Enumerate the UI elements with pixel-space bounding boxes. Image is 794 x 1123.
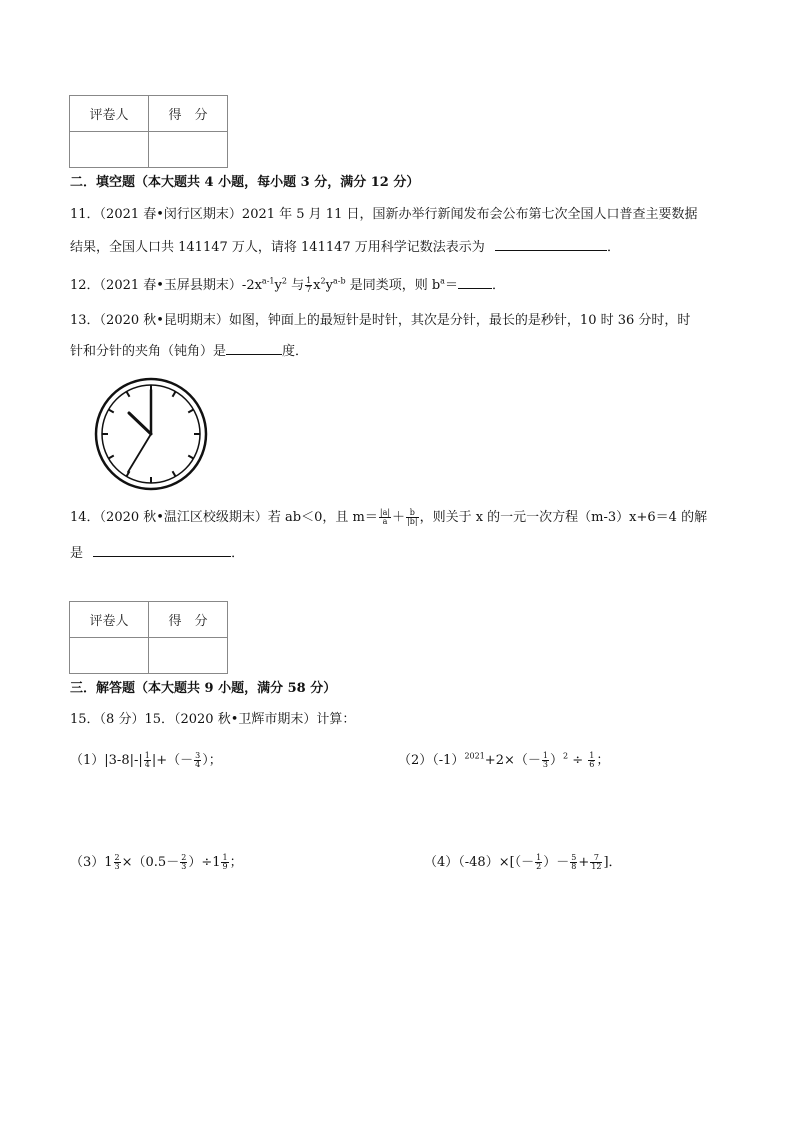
q15p4-b: ）－ bbox=[543, 855, 570, 870]
q15p3-f3-den: 9 bbox=[222, 862, 228, 871]
q15p2-f2-num: 1 bbox=[589, 751, 595, 760]
q15p4-f1-num: 1 bbox=[536, 853, 542, 862]
q11-end: ． bbox=[606, 240, 620, 255]
q15p1-f1-num: 1 bbox=[144, 751, 150, 760]
q12-exp2: 2 bbox=[281, 276, 287, 286]
q15-part-2 bbox=[398, 752, 609, 770]
q14-prefix: 14．（2020 秋•温江区校级期末）若 ab＜0，且 m＝ bbox=[70, 510, 378, 525]
q14-plus: ＋ bbox=[392, 510, 406, 525]
q15p1-frac-2 bbox=[194, 752, 201, 769]
q15p4-f2-num: 5 bbox=[571, 853, 577, 862]
q12-frac-den: 7 bbox=[306, 285, 312, 294]
q15p1-b: |+（－ bbox=[151, 753, 194, 768]
q15p1-f1-den: 4 bbox=[144, 760, 150, 769]
q15p2-c: ） bbox=[549, 753, 563, 768]
q13-end: 度． bbox=[282, 344, 309, 359]
score-blank-cell[interactable] bbox=[149, 638, 228, 674]
q15p2-frac-2 bbox=[588, 752, 595, 769]
q15-title: 15．（8 分）15．（2020 秋•卫辉市期末）计算： bbox=[70, 712, 356, 727]
q14-f2-den: |b| bbox=[407, 517, 418, 526]
section-3-title: 三．解答题（本大题共 9 小题，满分 58 分） bbox=[70, 681, 337, 696]
q15p4-f2-den: 8 bbox=[571, 862, 577, 871]
q13-line2 bbox=[70, 342, 308, 361]
reviewer-cell: 评卷人 bbox=[70, 96, 149, 132]
clock-tick bbox=[127, 392, 130, 397]
q15p4-frac-2 bbox=[570, 854, 577, 871]
q15p3-f2-den: 3 bbox=[181, 862, 187, 871]
q15p3-frac-2 bbox=[180, 854, 187, 871]
q12-fraction bbox=[305, 277, 312, 294]
q15p1-a: （1）|3-8|-| bbox=[70, 753, 143, 768]
q15p1-f2-num: 3 bbox=[195, 751, 201, 760]
q15p2-e: ； bbox=[596, 753, 610, 768]
q15p2-f1-den: 3 bbox=[542, 760, 548, 769]
q15p4-f3-num: 7 bbox=[590, 854, 602, 863]
q15p1-f2-den: 4 bbox=[195, 760, 201, 769]
clock-hour-hand bbox=[129, 413, 151, 434]
score-blank-cell[interactable] bbox=[149, 132, 228, 168]
q11-line1: 11．（2021 春•闵行区期末）2021 年 5 月 11 日，国新办举行新闻发布会公布第七次全国人口普查主要数据 bbox=[70, 207, 698, 222]
q15p2-exp2: 2 bbox=[562, 751, 569, 761]
q15p4-f1-den: 2 bbox=[536, 862, 542, 871]
section-2-title: 二．填空题（本大题共 4 小题，每小题 3 分，满分 12 分） bbox=[70, 175, 420, 190]
clock-tick bbox=[173, 471, 176, 476]
q14-suffix: ，则关于 x 的一元一次方程（m-3）x+6＝4 的解 bbox=[419, 510, 708, 525]
clock-tick bbox=[109, 456, 114, 459]
q15p3-frac-3 bbox=[221, 854, 228, 871]
q12-exp3: 2 bbox=[320, 276, 326, 286]
q14-f1-num: |a| bbox=[379, 508, 391, 517]
q12-with: 与 bbox=[286, 278, 305, 293]
q15p2-frac-1 bbox=[542, 752, 549, 769]
q11-line2 bbox=[70, 238, 620, 257]
q15p3-c: ）÷1 bbox=[188, 855, 221, 870]
q12-x: x bbox=[313, 278, 321, 293]
reviewer-blank-cell[interactable] bbox=[70, 132, 149, 168]
score-table-1 bbox=[69, 95, 228, 168]
reviewer-blank-cell[interactable] bbox=[70, 638, 149, 674]
q14-f2-num: b bbox=[406, 509, 419, 518]
q12-frac-num: 1 bbox=[306, 276, 312, 285]
q12-same-type: 是同类项，则 b bbox=[345, 278, 441, 293]
q15p3-a: （3）1 bbox=[70, 855, 113, 870]
q12-line bbox=[70, 276, 505, 295]
q15-part-1 bbox=[70, 752, 222, 770]
q15p2-exp: 2021 bbox=[464, 751, 485, 761]
q15p2-d: ÷ bbox=[568, 753, 588, 768]
q11-answer-blank[interactable] bbox=[495, 238, 607, 251]
clock-tick bbox=[188, 456, 193, 459]
q12-y2: y bbox=[325, 278, 333, 293]
q15p3-f1-den: 3 bbox=[114, 862, 120, 871]
q15p3-f3-num: 1 bbox=[222, 853, 228, 862]
reviewer-cell: 评卷人 bbox=[70, 602, 149, 638]
q15p4-a: （4）（-48）×[（－ bbox=[424, 855, 535, 870]
q14-text: 是 bbox=[70, 546, 84, 561]
q13-line1: 13．（2020 秋•昆明期末）如图，钟面上的最短针是时针，其次是分针，最长的是秒针，10 时 36 分时，时 bbox=[70, 313, 691, 328]
q13-text: 针和分针的夹角（钝角）是 bbox=[70, 344, 227, 359]
q15p4-c: + bbox=[578, 855, 590, 870]
q15p2-f2-den: 6 bbox=[589, 760, 595, 769]
q12-exp4: a-b bbox=[332, 276, 346, 286]
q12-end: ． bbox=[491, 278, 505, 293]
q14-fraction-1 bbox=[379, 509, 391, 526]
q15p4-f3-den: 12 bbox=[591, 862, 602, 871]
q12-y1: y bbox=[274, 278, 282, 293]
q15-part-3 bbox=[70, 854, 243, 872]
score-cell: 得 分 bbox=[149, 602, 228, 638]
q15p4-frac-1 bbox=[535, 854, 542, 871]
q14-fraction-2 bbox=[406, 509, 419, 526]
q14-answer-blank[interactable] bbox=[93, 544, 231, 557]
q12-exp5: a bbox=[440, 276, 445, 286]
q15p4-frac-3 bbox=[590, 854, 602, 871]
score-table-2 bbox=[69, 601, 228, 674]
clock-tick bbox=[173, 392, 176, 397]
q12-prefix: 12．（2021 春•玉屏县期末）-2x bbox=[70, 278, 262, 293]
q15p1-c: ）； bbox=[202, 753, 222, 768]
clock-figure bbox=[94, 377, 208, 491]
q12-answer-blank[interactable] bbox=[458, 276, 492, 289]
q15p2-a: （2）（-1） bbox=[398, 753, 465, 768]
q13-answer-blank[interactable] bbox=[226, 342, 282, 355]
q12-equals: ＝ bbox=[444, 278, 458, 293]
q14-line1 bbox=[70, 509, 707, 527]
clock-second-hand bbox=[128, 434, 151, 472]
q15p4-d: ]． bbox=[603, 855, 622, 870]
q14-end: ． bbox=[231, 546, 245, 561]
q12-exp1: a-1 bbox=[261, 276, 275, 286]
q15p2-f1-num: 1 bbox=[542, 751, 548, 760]
score-cell: 得 分 bbox=[149, 96, 228, 132]
q15p3-d: ； bbox=[229, 855, 243, 870]
clock-tick bbox=[188, 410, 193, 413]
q15p3-b: ×（0.5－ bbox=[121, 855, 180, 870]
q15p1-frac-1 bbox=[144, 752, 151, 769]
q15p3-f2-num: 2 bbox=[181, 853, 187, 862]
q14-line2 bbox=[70, 544, 244, 563]
q15p2-b: +2×（－ bbox=[484, 753, 541, 768]
q15p3-frac-1 bbox=[114, 854, 121, 871]
q15-part-4 bbox=[424, 854, 622, 872]
q11-text: 结果，全国人口共 141147 万人，请将 141147 万用科学记数法表示为 bbox=[70, 240, 485, 255]
q15p3-f1-num: 2 bbox=[114, 853, 120, 862]
q14-f1-den: a bbox=[382, 517, 388, 526]
clock-tick bbox=[109, 410, 114, 413]
